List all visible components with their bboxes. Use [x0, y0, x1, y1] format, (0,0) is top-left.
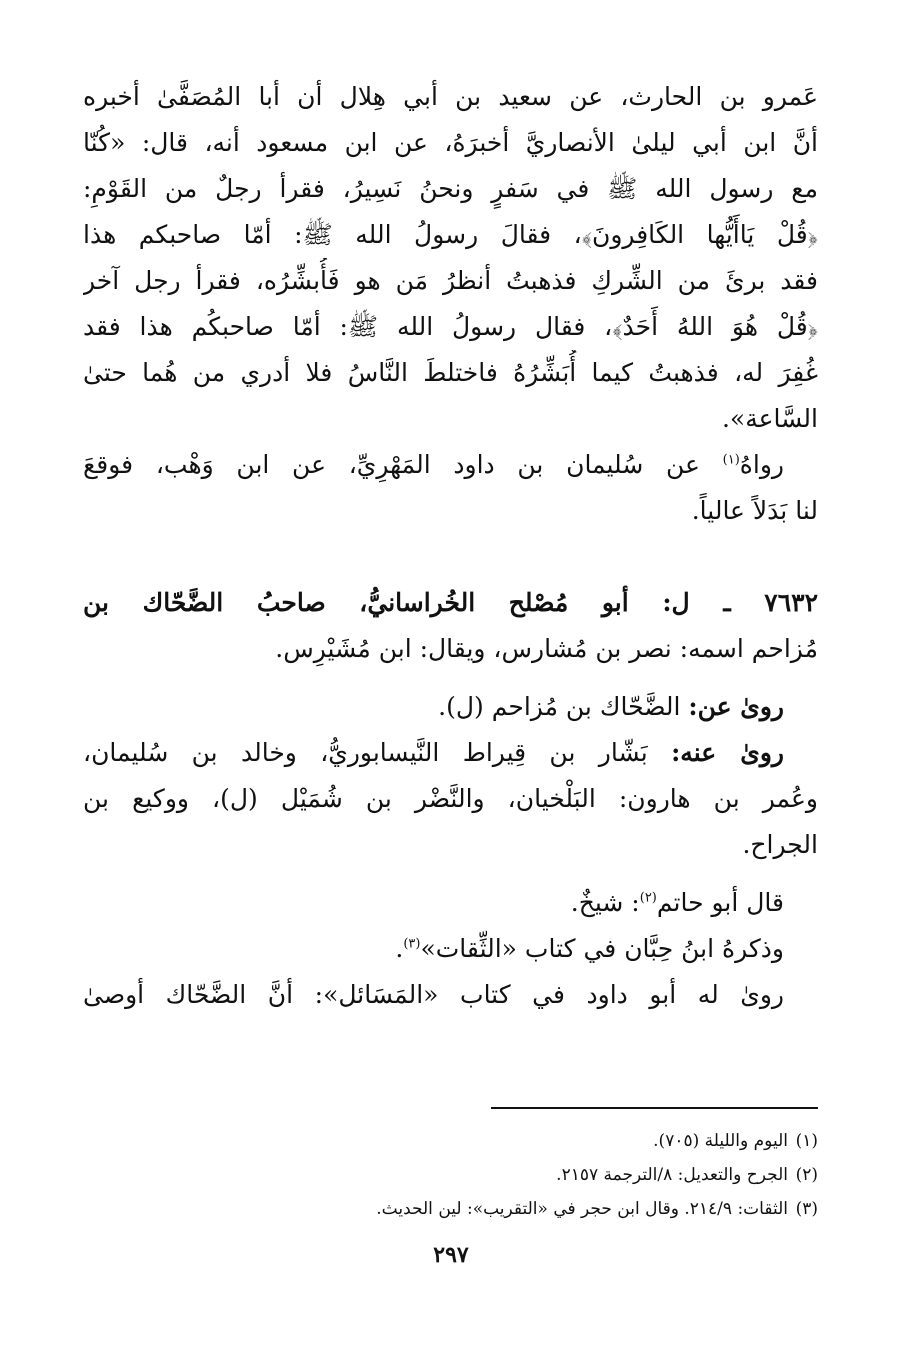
text-line: أنَّ ابن أبي ليلىٰ الأنصاريَّ أخبرَهُ، عن ابن مسعود أنه، قال: «كُنّا: [83, 128, 818, 157]
saying-text: : شيخٌ.: [570, 888, 640, 917]
text-line: مع رسول الله ﷺ في سَفرٍ ونحنُ نَسِيرُ، فقرأ رجلٌ من القَوْمِ:: [83, 174, 818, 203]
hadith-paragraph: [83, 74, 818, 442]
footnote: [83, 1192, 818, 1226]
text-line: ﴿قُلْ يَاأَيُّها الكَافِرونَ﴾، فقالَ رسولُ الله ﷺ: أمّا صاحبكم هذا: [83, 220, 818, 249]
text-line: [83, 442, 818, 488]
narration-paragraph: [83, 442, 818, 534]
biography-entry: [83, 580, 818, 672]
text-line: مُزاحم اسمه: نصر بن مُشارس، ويقال: ابن مُشَيْرِس.: [275, 634, 818, 663]
text-line: الجراح.: [742, 830, 818, 859]
text-line: غُفِرَ له، فذهبتُ كيما أُبَشِّرُهُ فاختلطَ النَّاسُ فلا أدري من هُما حتىٰ: [83, 358, 818, 387]
scholars-sayings: [83, 880, 818, 972]
text-line: وعُمر بن هارون: البَلْخيان، والنَّضْر بن شُمَيْل (ل)، ووكيع بن: [83, 784, 818, 813]
narrated-from-section: [83, 684, 818, 730]
footnote-number: (٣): [795, 1199, 818, 1219]
footnote-ref: (٢): [639, 890, 657, 906]
text-line: [83, 730, 818, 776]
footnote-number: (٢): [795, 1165, 818, 1185]
narrated-by-section: [83, 730, 818, 868]
last-line: [83, 972, 818, 1018]
footnote-text: الثقات: ٢١٤/٩. وقال ابن حجر في «التقريب»: لين الحديث.: [376, 1199, 788, 1219]
saying-text: وذكرهُ ابنُ حِبَّان في كتاب «الثِّقات»: [420, 934, 784, 963]
page-number: ٢٩٧: [433, 1242, 469, 1268]
text-line: عَمرو بن الحارث، عن سعيد بن أبي هِلال أن أبا المُصَفَّىٰ أخبره: [83, 82, 818, 111]
section-text: الضَّحّاك بن مُزاحم (ل).: [438, 692, 689, 721]
footnote-separator: [491, 1107, 818, 1109]
text-line: لنا بَدَلاً عالياً.: [691, 496, 818, 525]
footnotes: [83, 1124, 818, 1226]
section-text: بَشّار بن قِيراط النَّيسابوريُّ، وخالد بن سُليمان،: [83, 738, 672, 767]
text-line: [83, 926, 784, 972]
text-line: السَّاعة».: [721, 404, 818, 433]
footnote-text: اليوم والليلة (٧٠٥).: [653, 1131, 788, 1151]
footnote-text: الجرح والتعديل: ٨/الترجمة ٢١٥٧.: [556, 1165, 788, 1185]
spacer: [83, 534, 818, 580]
text-line: روىٰ له أبو داود في كتاب «المَسَائل»: أنَّ الضَّحّاك أوصىٰ: [83, 980, 784, 1009]
footnote-ref: (٣): [403, 936, 421, 952]
main-text: [83, 74, 818, 1018]
text-line: ﴿قُلْ هُوَ اللهُ أَحَدٌ﴾، فقال رسولُ الله ﷺ: أمّا صاحبكُم هذا فقد: [83, 312, 818, 341]
footnote: [83, 1124, 818, 1158]
footnote-number: (١): [795, 1131, 818, 1151]
section-label: روىٰ عنه:: [671, 738, 784, 767]
spacer: [83, 868, 818, 880]
text-line: [83, 880, 784, 926]
narration-text: عن سُليمان بن داود المَهْرِيِّ، عن ابن وَهْب، فوقعَ: [83, 450, 723, 479]
narration-text: رواهُ: [739, 450, 784, 479]
spacer: [83, 672, 818, 684]
footnote: [83, 1158, 818, 1192]
saying-text: قال أبو حاتم: [656, 888, 784, 917]
footnote-ref: (١): [722, 452, 740, 468]
entry-heading-line: ٧٦٣٢ ـ ل: أبو مُصْلح الخُراسانيُّ، صاحبُ الضَّحّاك بن: [83, 588, 818, 617]
section-label: روىٰ عن:: [688, 692, 784, 721]
saying-text: .: [395, 934, 404, 963]
text-line: [83, 684, 784, 730]
text-line: فقد برئَ من الشِّركِ فذهبتُ أنظرُ مَن هو فَأُبشِّرُه، فقرأ رجل آخر: [83, 266, 818, 295]
